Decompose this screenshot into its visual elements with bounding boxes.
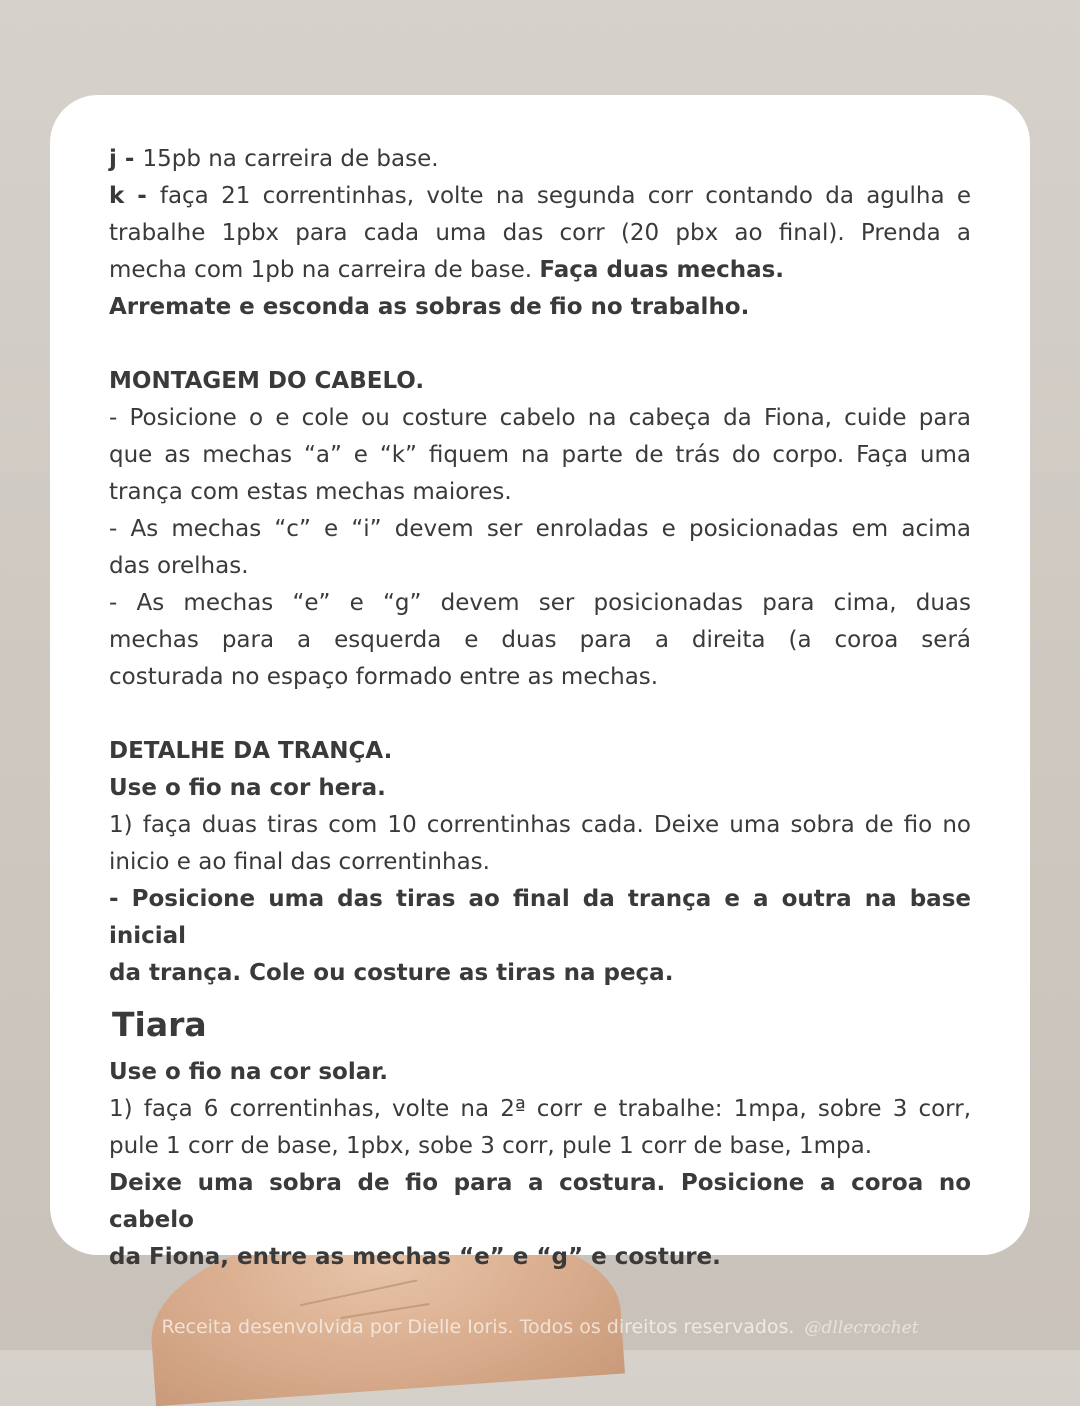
hand-crease xyxy=(300,1279,418,1306)
tiara-step-line: 1) faça 6 correntinhas, volte na 2ª corr e trabalhe: 1mpa, sobre 3 corr, xyxy=(109,1096,971,1122)
signature: @dllecrochet xyxy=(804,1318,919,1338)
braid-step-line: inicio e ao final das correntinhas. xyxy=(109,849,490,875)
braid-yarn: Use o fio na cor hera. xyxy=(109,775,386,801)
assembly-heading: MONTAGEM DO CABELO. xyxy=(109,368,425,394)
text-j: 15pb na carreira de base. xyxy=(142,146,439,172)
text-k-3: mecha com 1pb na carreira de base. xyxy=(109,257,540,283)
assembly-line: costurada no espaço formado entre as mechas. xyxy=(109,664,659,690)
recipe-card xyxy=(50,95,1030,1270)
row-k-1 xyxy=(109,178,971,215)
assembly-line: mechas para a esquerda e duas para a direita (a coroa será xyxy=(109,627,971,653)
assembly-line: das orelhas. xyxy=(109,553,249,579)
tiara-yarn: Use o fio na cor solar. xyxy=(109,1059,389,1085)
footer-credit xyxy=(0,1316,1080,1338)
braid-heading: DETALHE DA TRANÇA. xyxy=(109,738,393,764)
text-k-1: faça 21 correntinhas, volte na segunda corr contando da agulha e xyxy=(159,183,971,209)
braid-bold-line: da trança. Cole ou costure as tiras na peça. xyxy=(109,960,674,986)
label-k: k - xyxy=(109,183,160,209)
row-k-2: trabalhe 1pbx para cada uma das corr (20 pbx ao final). Prenda a xyxy=(109,220,971,246)
row-j xyxy=(109,141,971,178)
braid-step-line: 1) faça duas tiras com 10 correntinhas cada. Deixe uma sobra de fio no xyxy=(109,812,971,838)
assembly-line: - Posicione o e cole ou costure cabelo na cabeça da Fiona, cuide para xyxy=(109,405,971,431)
tiara-bold-line: da Fiona, entre as mechas “e” e “g” e costure. xyxy=(109,1244,721,1270)
tiara-title: Tiara xyxy=(112,1005,207,1044)
tiara-step-line: pule 1 corr de base, 1pbx, sobe 3 corr, pule 1 corr de base, 1mpa. xyxy=(109,1133,873,1159)
assembly-line: que as mechas “a” e “k” fiquem na parte de trás do corpo. Faça uma xyxy=(109,442,971,468)
braid-bold-line: - Posicione uma das tiras ao final da trança e a outra na base inicial xyxy=(109,886,971,949)
credit-text: Receita desenvolvida por Dielle Ioris. Todos os direitos reservados. xyxy=(161,1316,795,1338)
assembly-line: trança com estas mechas maiores. xyxy=(109,479,512,505)
assembly-line: - As mechas “e” e “g” devem ser posicionadas para cima, duas xyxy=(109,590,971,616)
row-k-3 xyxy=(109,252,971,289)
label-j: j - xyxy=(109,146,143,172)
tiara-bold-line: Deixe uma sobra de fio para a costura. Posicione a coroa no cabelo xyxy=(109,1170,971,1233)
assembly-line: - As mechas “c” e “i” devem ser enroladas e posicionadas em acima xyxy=(109,516,971,542)
finish-instruction: Arremate e esconda as sobras de fio no trabalho. xyxy=(109,294,750,320)
text-k-3-bold: Faça duas mechas. xyxy=(539,257,785,283)
